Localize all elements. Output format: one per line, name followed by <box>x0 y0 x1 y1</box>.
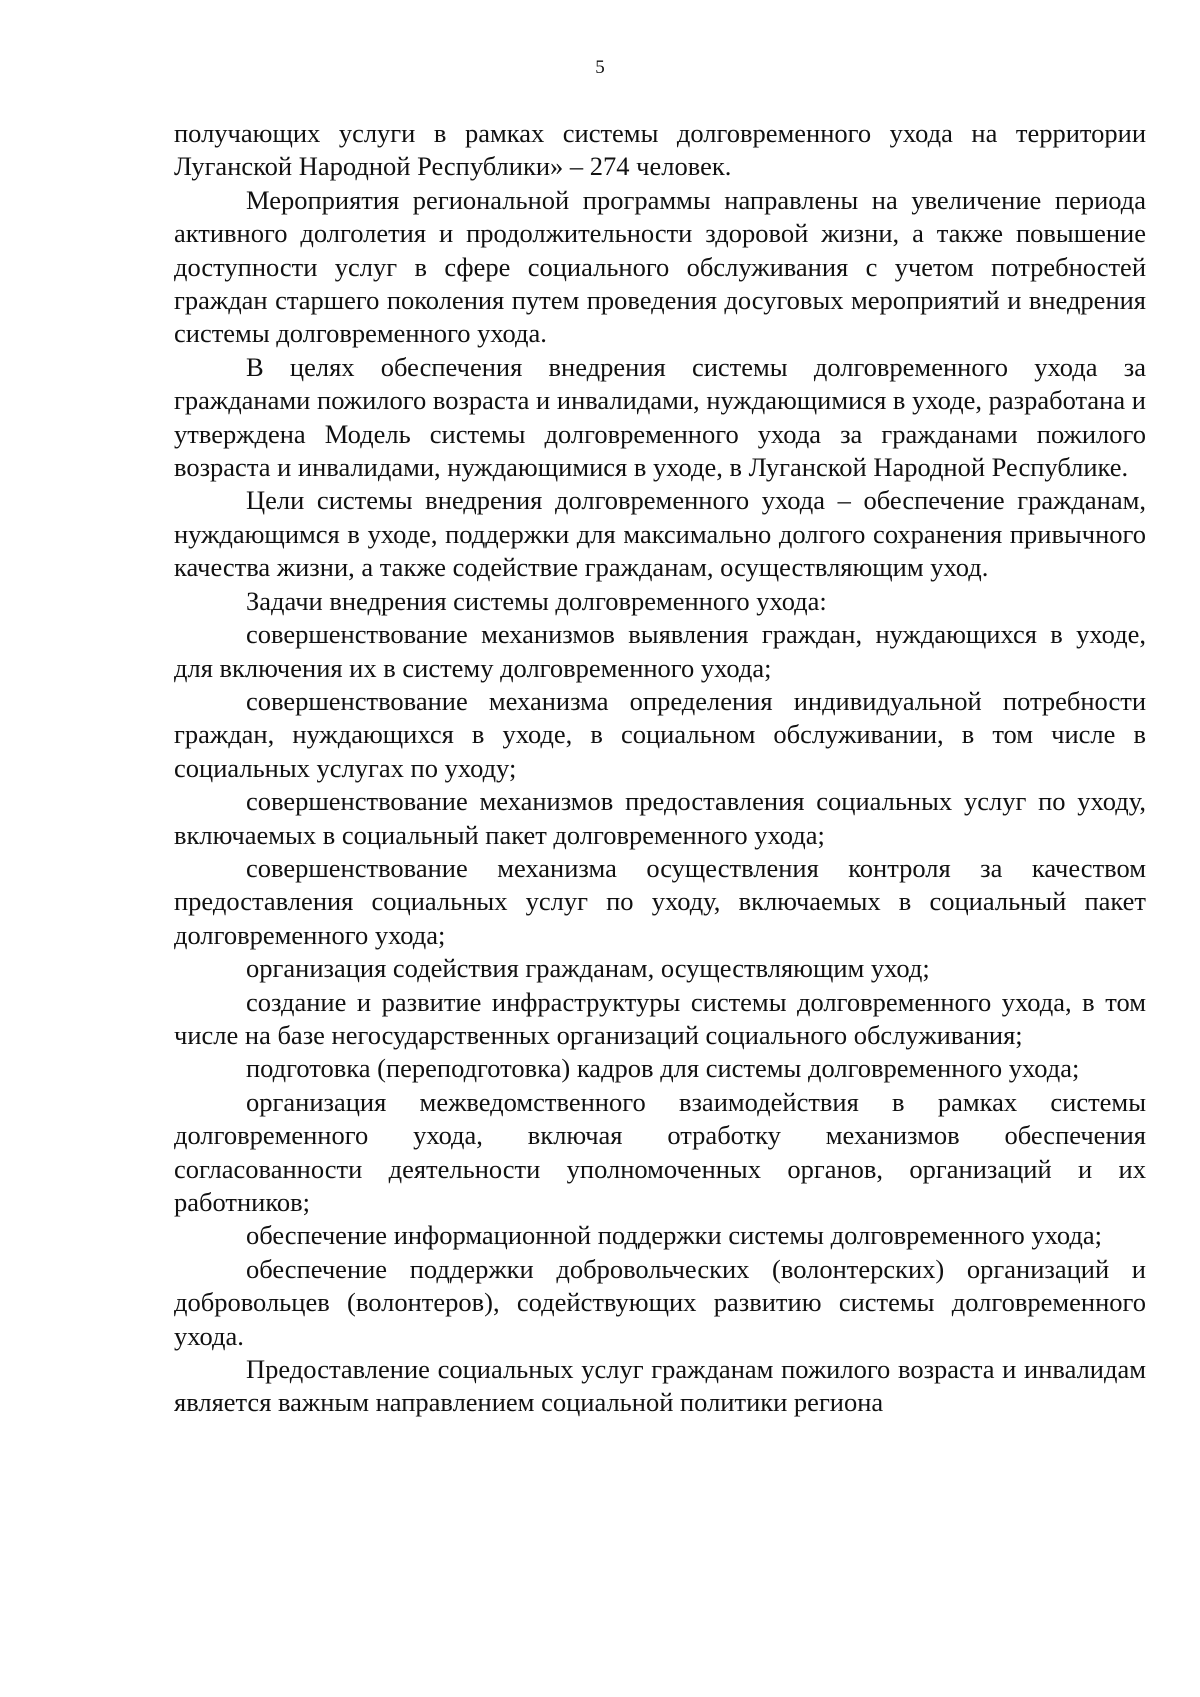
list-item: обеспечение поддержки добровольческих (волонтерских) организаций и добровольцев (волонтеров), содействующих развитию системы долговременного ухода. <box>174 1253 1146 1351</box>
paragraph: В целях обеспечения внедрения системы долговременного ухода за гражданами пожилого возраста и инвалидами, нуждающимися в уходе, разработана и утверждена Модель системы долговременного ухода за гражданами пожилого возраста и инвалидами, нуждающимися в уходе, в Луганской Народной Республике. <box>174 351 1146 483</box>
list-item: совершенствование механизмов предоставления социальных услуг по уходу, включаемых в социальный пакет долговременного ухода; <box>174 786 1146 850</box>
list-item: совершенствование механизма осуществления контроля за качеством предоставления социальных услуг по уходу, включаемых в социальный пакет долговременного ухода; <box>174 852 1146 950</box>
list-item: создание и развитие инфраструктуры системы долговременного ухода, в том числе на базе негосударственных организаций социального обслуживания; <box>174 986 1146 1050</box>
list-item: совершенствование механизмов выявления граждан, нуждающихся в уходе, для включения их в систему долговременного ухода; <box>174 619 1146 683</box>
paragraph: Предоставление социальных услуг гражданам пожилого возраста и инвалидам является важным направлением социальной политики региона <box>174 1354 1146 1418</box>
list-item: подготовка (переподготовка) кадров для системы долговременного ухода; <box>246 1053 1080 1084</box>
list-item: обеспечение информационной поддержки системы долговременного ухода; <box>246 1220 1102 1251</box>
paragraph: Мероприятия региональной программы направлены на увеличение периода активного долголетия и продолжительности здоровой жизни, а также повышение доступности услуг в сфере социального обслуживания с учетом потребностей граждан старшего поколения путем проведения досуговых мероприятий и внедрения системы долговременного ухода. <box>174 184 1146 349</box>
list-item: организация межведомственного взаимодействия в рамках системы долговременного ухода, включая отработку механизмов обеспечения согласованности деятельности уполномоченных органов, организаций и их работников; <box>174 1086 1146 1217</box>
paragraph: получающих услуги в рамках системы долговременного ухода на территории Луганской Народной Республики» – 274 человек. <box>174 118 1146 182</box>
list-item: совершенствование механизма определения индивидуальной потребности граждан, нуждающихся в уходе, в социальном обслуживании, в том числе в социальных услугах по уходу; <box>174 685 1146 783</box>
paragraph: Задачи внедрения системы долговременного ухода: <box>246 585 827 616</box>
list-item: организация содействия гражданам, осуществляющим уход; <box>246 953 930 984</box>
document-body <box>174 117 1146 1420</box>
page-number: 5 <box>595 57 605 78</box>
paragraph: Цели системы внедрения долговременного ухода – обеспечение гражданам, нуждающимся в уходе, поддержки для максимально долгого сохранения привычного качества жизни, а также содействие гражданам, осуществляющим уход. <box>174 485 1146 583</box>
